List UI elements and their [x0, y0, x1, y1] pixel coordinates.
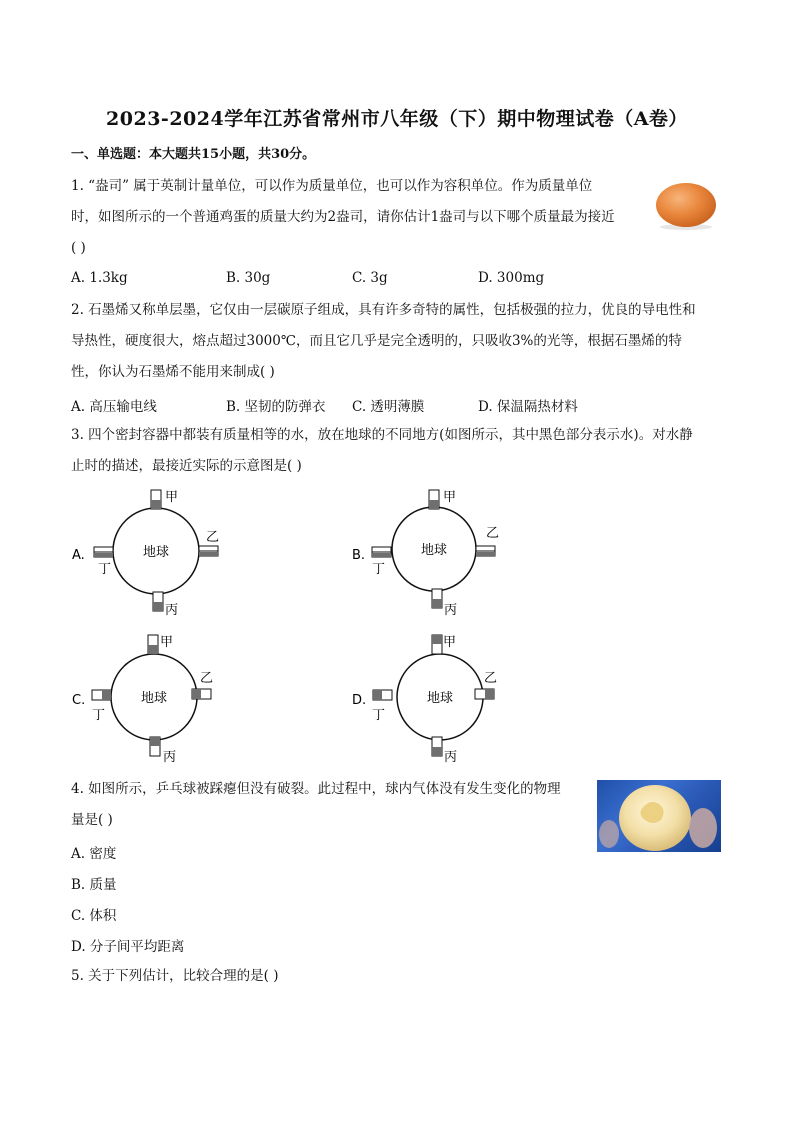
q4-line2: 量是( ) [71, 812, 113, 828]
water-bottom [150, 737, 160, 746]
q2-option-a[interactable]: A. 高压输电线 [71, 399, 157, 415]
option-letter: D. [352, 693, 367, 708]
q2-option-d[interactable]: D. 保温隔热材料 [478, 399, 578, 415]
label-yi: 乙 [484, 671, 498, 686]
q4-line1: 4. 如图所示，乒乓球被踩瘪但没有破裂。此过程中，球内气体没有发生变化的物理 [71, 781, 561, 797]
option-letter: B. [352, 548, 366, 563]
water-bottom [432, 747, 442, 756]
water-right [476, 552, 495, 556]
q1-line1: 1. “盎司” 属于英制计量单位，可以作为质量单位，也可以作为容积单位。作为质量单位 [71, 178, 593, 194]
water-bottom [153, 602, 163, 611]
label-ding: 丁 [92, 708, 106, 723]
earth-label: 地球 [142, 545, 170, 560]
egg-image [655, 181, 717, 231]
label-bing: 丙 [165, 603, 179, 618]
label-ding: 丁 [372, 708, 386, 723]
label-ding: 丁 [372, 562, 386, 577]
q2-option-b[interactable]: B. 坚韧的防弹衣 [226, 399, 326, 415]
water-left [373, 690, 382, 700]
label-ding: 丁 [98, 562, 112, 577]
water-left [102, 690, 111, 700]
label-bing: 丙 [163, 750, 177, 765]
q1-option-c[interactable]: C. 3g [352, 270, 388, 286]
label-yi: 乙 [206, 530, 220, 545]
q2-line2: 导热性，硬度很大，熔点超过3000℃，而且它几乎是完全透明的，只吸收3%的光等，根据石墨烯的特 [71, 333, 682, 349]
q5-line1: 5. 关于下列估计，比较合理的是( ) [71, 968, 279, 984]
label-yi: 乙 [486, 526, 500, 541]
water-top [151, 500, 161, 509]
option-letter: C. [72, 693, 86, 708]
water-top [148, 645, 158, 654]
water-bottom [432, 599, 442, 608]
water-left [372, 553, 391, 557]
q1-option-a[interactable]: A. 1.3kg [71, 270, 128, 286]
q2-line1: 2. 石墨烯又称单层墨，它仅由一层碳原子组成，具有许多奇特的属性，包括极强的拉力，优良的导电性和 [71, 302, 696, 318]
label-jia: 甲 [160, 635, 174, 650]
pingpong-ball-photo [597, 780, 721, 852]
q1-option-d[interactable]: D. 300mg [478, 270, 545, 286]
q1-option-b[interactable]: B. 30g [226, 270, 271, 286]
q2-line3: 性，你认为石墨烯不能用来制成( ) [71, 364, 275, 380]
earth-label: 地球 [140, 691, 168, 706]
q1-line3: ( ) [71, 240, 86, 256]
q3-line2: 止时的描述，最接近实际的示意图是( ) [71, 458, 302, 474]
label-jia: 甲 [443, 635, 457, 650]
q3-diagram-b[interactable] [348, 485, 518, 620]
q1-line2: 时，如图所示的一个普通鸡蛋的质量大约为2盎司，请你估计1盎司与以下哪个质量最为接近 [71, 209, 615, 225]
earth-label: 地球 [420, 543, 448, 558]
water-top [429, 500, 439, 509]
q4-option-d[interactable]: D. 分子间平均距离 [71, 939, 185, 955]
water-right [485, 689, 494, 699]
option-letter: A. [72, 548, 85, 563]
pingpong-ball-graphic [597, 780, 721, 852]
water-left [94, 553, 113, 557]
water-top [432, 635, 442, 644]
label-bing: 丙 [444, 750, 458, 765]
earth-label: 地球 [426, 691, 454, 706]
q2-option-c[interactable]: C. 透明薄膜 [352, 399, 425, 415]
q3-line1: 3. 四个密封容器中都装有质量相等的水，放在地球的不同地方(如图所示，其中黑色部分表示水)。对水静 [71, 427, 693, 443]
section-header: 一、单选题：本大题共15小题，共30分。 [71, 147, 316, 162]
q4-option-c[interactable]: C. 体积 [71, 908, 117, 924]
q4-option-b[interactable]: B. 质量 [71, 877, 117, 893]
q3-diagram-c[interactable] [68, 630, 238, 765]
page-title: 2023-2024学年江苏省常州市八年级（下）期中物理试卷（A卷） [106, 108, 688, 130]
water-right [192, 689, 201, 699]
q3-diagram-d[interactable] [348, 630, 518, 765]
q4-option-a[interactable]: A. 密度 [71, 846, 117, 862]
label-jia: 甲 [165, 490, 179, 505]
label-jia: 甲 [443, 490, 457, 505]
water-right [199, 552, 218, 556]
q3-diagram-a[interactable] [68, 485, 238, 620]
label-bing: 丙 [444, 603, 458, 618]
label-yi: 乙 [200, 671, 214, 686]
